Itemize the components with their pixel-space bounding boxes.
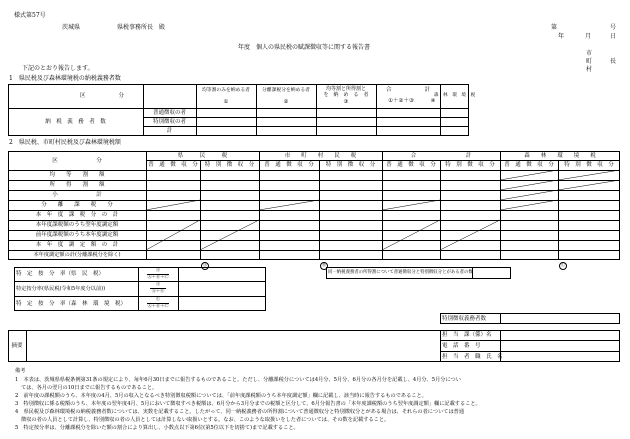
report-title: 年度 個人の県民税の賦課徴収等に関する報告書 [238,44,371,51]
s2-row-income: 所 得 割 額 [49,182,105,188]
office-title: 県税事務所長 殿 [117,24,166,31]
mark-c: Ⓒ [560,263,566,268]
s2-group-forest: 森 林 環 境 税 [524,152,596,159]
s2-row-assess-excl: 本年度調定額の計(分離課税分を除く) [33,252,121,258]
s1-col1: 均等割のみを納める者 [202,88,250,93]
note-4b: 徴収の者の人員として計算し、特別徴収の者の人員としては計算しない取扱いとする。なお、このような取扱いをした者については、その数を記載すること。 [21,417,390,423]
s1-col4b: ①＋②＋③ [388,97,414,104]
s1-row-special: 特別徴収の者 [152,118,186,125]
s1-n3: ③ [343,99,349,105]
s2-group-total: 合 計 [410,152,472,159]
date-day: 日 [610,33,617,40]
note-4: 4 県民税及び森林環境税の納税義務者数については、実数を記載すること。したがって、同一納税義務者の所得割について普通徴収分と特別徴収分とがある場合は、それらの者については普通 [15,409,465,415]
section1-heading: 1 県民税及び森林環境税の納税義務者数 [9,75,121,82]
special-count-label: 特別徴収義務者数 [442,315,487,322]
doc-number-suffix: 号 [610,24,617,31]
s1-col4a: 合 計 [385,86,430,93]
intro-text: 下記のとおり報告します。 [22,65,94,72]
s2-row-per-capita: 均 等 割 額 [49,172,105,178]
s1-n1: ① [223,99,229,105]
prefecture: 茨城県 [62,24,81,31]
s2-row-subtotal: 小 計 [52,192,102,198]
fraction1-bottom: Ⓐ＋Ⓑ＋Ⓒ [147,274,169,279]
fraction3-bottom: Ⓐ＋Ⓑ＋Ⓒ [147,303,169,308]
section2-heading: 2 県民税、市町村民税及び森林環境税額 [9,139,121,146]
note-5: 5 特定按分率は、分離課税分を除いた額の割合により算出し、小数点以下第6位(第5位以下を切捨て)まで記載すること。 [15,425,299,431]
s1-row-total: 計 [166,128,173,134]
ratio-label-old: 特定按分率(県民税(令和5年度分以前)) [16,285,106,292]
fraction2-bottom: Ⓐ＋Ⓑ [151,288,165,293]
s2-sub-normal-3: 普 通 徴 収 分 [386,162,436,168]
s2-sub-normal-4: 普 通 徴 収 分 [504,162,554,168]
s1-col-category: 区 分 [79,93,124,99]
s1-row-normal: 普通徴収の者 [152,109,186,116]
s2-group-municipal: 市 町 村 民 税 [284,152,357,159]
s2-sub-normal-1: 普 通 徴 収 分 [148,162,198,168]
ratio-label-forest: 特 定 按 分 率（森 林 環 境 税） [16,300,127,307]
s1-col2: 分離課税分を納める者 [262,88,310,93]
doc-number-label: 第 [551,24,558,31]
mayor-town: 町 [586,58,593,65]
remarks-box [8,330,620,362]
mayor-village: 村 [586,66,593,73]
s2-row-prev-year: 前年度課税額のうち本年度調定額 [35,232,119,238]
fraction1-top: Ⓐ [155,268,161,273]
s1-col5: 森 林 環 境 税 [433,93,476,98]
s2-col-category: 区 分 [52,157,102,164]
note-2: 2 前年度の課税額のうち、本年度の4月、5月の収入となるべき特別徴収税額については、「前年度課税額のうち本年度調定額」欄に記載し、該当時に報告するものであること。 [15,393,427,399]
note-1b: ては、各月の翌月の10日までに報告するものであること。 [21,385,158,391]
remarks-label: 摘要 [11,343,23,349]
s2-row-assess-total: 本 年 度 調 定 額 の 計 [35,242,119,248]
mark-b: Ⓑ [321,263,327,268]
s2-group-prefectural: 県 民 税 [177,152,228,159]
mayor-city: 市 [586,50,593,57]
contact-phone-label: 電 話 番 号 [442,342,481,349]
contact-name-label: 担 当 者 職 氏 名 [442,353,503,360]
s1-n2: ② [283,99,289,105]
s2-row-year-total: 本 年 度 課 税 分 の 計 [35,212,119,218]
note-3: 3 特別徴収に係る税額のうち、本年度の翌年度4月、5月において徴収すべき税額は、6月分から3月分までの税額と区分して、6月分報告書の「本年度課税額のうち翌年度調定額」欄に記載すること。 [15,401,481,407]
mark-a: Ⓐ [202,263,208,268]
s2-sub-normal-2: 普 通 徴 収 分 [264,162,314,168]
ratio-label-prefectural: 特 定 按 分 率（県 民 税） [16,271,105,277]
form-number: 様式第57号 [14,12,46,19]
s2-sub-special-2: 特 別 徴 収 分 [325,162,376,168]
s2-row-next-year: 本年度課税額のうち翌年度調定額 [35,222,119,228]
s1-col3a: 均等割と所得割と [325,85,366,92]
s2-row-separate: 分 離 課 税 分 [41,202,113,208]
notes-heading: 備考 [15,368,26,374]
s2-sub-special-1: 特 別 徴 収 分 [204,162,255,168]
s2-sub-special-3: 特 別 徴 収 分 [445,162,495,168]
fraction2-top: Ⓐ [155,282,161,287]
mayor-head: 長 [610,58,617,65]
fraction3-top: Ⓒ [155,297,161,302]
contact-dept-label: 担 当 課（係）名 [442,332,492,338]
date-year: 年 [558,33,565,40]
s1-row-label: 納 税 義 務 者 数 [45,119,106,125]
s1-n4: ④ [430,97,436,104]
s2-sub-special-4: 特 別 徴 収 分 [564,162,614,168]
date-month: 月 [585,33,592,40]
same-taxpayer-label: 同一納税義務者の所得割について普通徴収分と特別徴収分とがある者の数 [328,270,473,275]
note-1: 1 本表は、茨城県県税条例第31条の規定により、毎年6月30日までに報告するものであること。ただし、分離課税分については4月分、5月分、6月分の各月分を記載し、4月分、5月分につい [15,377,461,383]
s1-col3b: を 納 め る 者 [323,91,369,98]
